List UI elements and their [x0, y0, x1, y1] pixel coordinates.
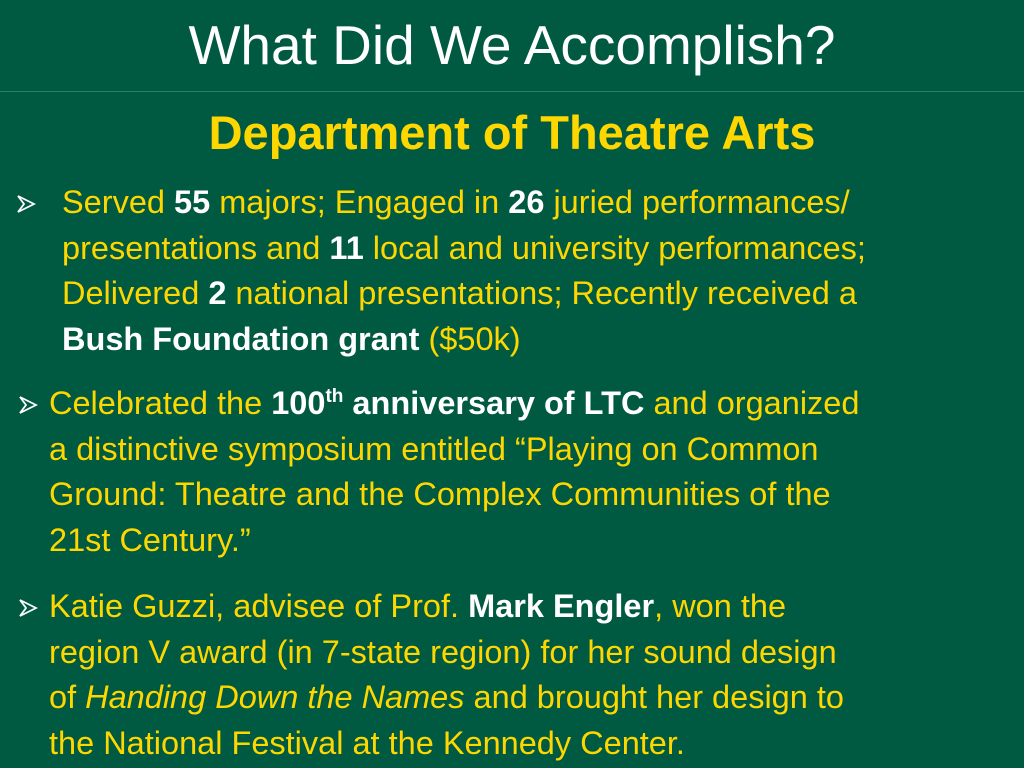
bullet-2-line-3: Ground: Theatre and the Complex Communities of the: [49, 476, 831, 512]
bullet-2-line-1: [49, 381, 859, 427]
slide-title: What Did We Accomplish?: [188, 14, 836, 76]
anniversary-number: 100: [271, 385, 326, 421]
text-fragment: Served: [62, 184, 175, 220]
text-fragment: ($50k): [419, 320, 521, 357]
text-fragment: juried performances/: [544, 184, 850, 220]
text-fragment: Celebrated the: [49, 385, 272, 421]
bullet-2-line-2: a distinctive symposium entitled “Playing on Common: [49, 430, 819, 467]
bullet-text-2: [49, 381, 859, 563]
arrow-bullet-icon: [18, 395, 38, 415]
title-divider: [0, 91, 1024, 92]
grant-name: Bush Foundation grant: [62, 320, 420, 357]
text-fragment: of: [49, 679, 86, 715]
national-count: 2: [208, 275, 227, 311]
text-fragment: Delivered: [62, 275, 209, 311]
bullet-1-line-2: [62, 226, 866, 272]
arrow-bullet-icon: [18, 598, 38, 618]
bullet-1-line-3: [62, 271, 866, 317]
local-count: 11: [329, 229, 364, 266]
anniversary-label: anniversary of LTC: [343, 385, 645, 421]
professor-name: Mark Engler: [468, 588, 655, 624]
majors-count: 55: [174, 184, 211, 220]
ordinal-suffix: th: [325, 386, 344, 407]
anniversary-highlight: [271, 385, 644, 421]
production-title: Handing Down the Names: [85, 679, 465, 715]
text-fragment: , won the: [654, 588, 787, 624]
bullet-3-line-2: region V award (in 7-state region) for her sound design: [49, 633, 837, 670]
text-fragment: national presentations; Recently received a: [226, 275, 857, 311]
text-fragment: and organized: [644, 385, 860, 421]
text-fragment: presentations and: [62, 229, 330, 266]
bullet-1-line-4: [62, 317, 866, 363]
bullet-3-line-3: [49, 675, 844, 721]
text-fragment: local and university performances;: [363, 229, 866, 266]
bullet-text-1: [62, 180, 866, 362]
bullet-2-line-4: 21st Century.”: [49, 521, 251, 558]
text-fragment: majors; Engaged in: [210, 184, 509, 220]
slide-subtitle: Department of Theatre Arts: [208, 106, 816, 159]
text-fragment: Katie Guzzi, advisee of Prof.: [49, 588, 469, 624]
arrow-bullet-icon: [16, 194, 36, 214]
juried-count: 26: [508, 184, 545, 220]
bullet-1-line-1: [62, 180, 866, 226]
bullet-3-line-1: [49, 584, 844, 630]
bullet-3-line-4: the National Festival at the Kennedy Center.: [49, 724, 685, 761]
text-fragment: and brought her design to: [464, 679, 844, 715]
bullet-text-3: [49, 584, 844, 766]
